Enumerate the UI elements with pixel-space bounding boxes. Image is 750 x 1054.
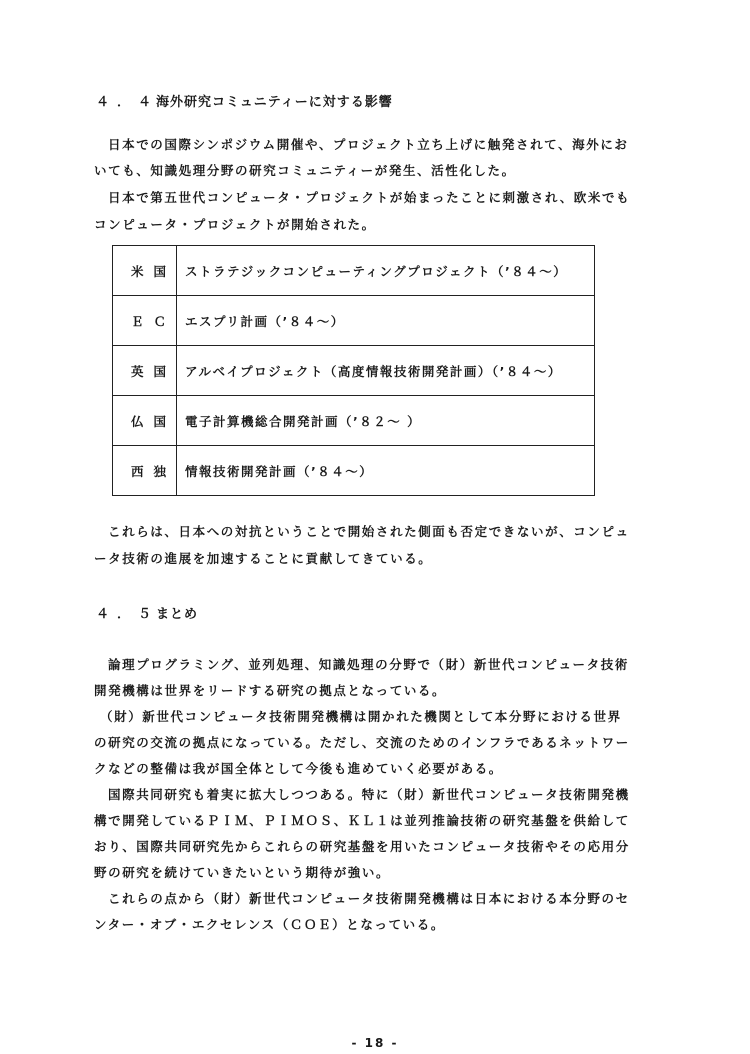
- project-cell: アルベイプロジェクト（高度情報技術開発計画）（’８４〜）: [177, 346, 595, 396]
- paragraph-line: の研究の交流の拠点になっている。ただし、交流のためのインフラであるネットワー: [94, 735, 630, 750]
- project-cell: ストラテジックコンピューティングプロジェクト（’８４〜）: [177, 246, 595, 296]
- paragraph-line: （財）新世代コンピュータ技術開発機構は開かれた機関として本分野における世界: [100, 709, 622, 724]
- page-number: - 18 -: [351, 1036, 399, 1050]
- country-cell: 米国: [113, 246, 177, 296]
- project-cell: 電子計算機総合開発計画（’８２〜 ）: [177, 396, 595, 446]
- paragraph-line: クなどの整備は我が国全体として今後も進めていく必要がある。: [94, 761, 503, 776]
- country-cell: 英国: [113, 346, 177, 396]
- country-cell: ＥＣ: [113, 296, 177, 346]
- section-4-4-number: ４．４: [96, 95, 160, 110]
- section-4-4-heading: [96, 91, 393, 110]
- table-row: [113, 446, 595, 496]
- section-4-5-heading: [96, 603, 198, 622]
- table-row: [113, 346, 595, 396]
- section-4-5-title: まとめ: [156, 607, 199, 622]
- country-cell: 仏国: [113, 396, 177, 446]
- section-4-4-title: 海外研究コミュニティーに対する影響: [156, 95, 393, 110]
- paragraph-line: 野の研究を続けていきたいという期待が強い。: [94, 865, 391, 880]
- paragraph-line: 開発機構は世界をリードする研究の拠点となっている。: [94, 683, 447, 698]
- paragraph-line: ータ技術の進展を加速することに貢献してきている。: [94, 551, 433, 566]
- paragraph-line: いても、知識処理分野の研究コミュニティーが発生、活性化した。: [94, 163, 516, 178]
- table-row: [113, 246, 595, 296]
- paragraph-line: これらは、日本への対抗ということで開始された側面も否定できないが、コンピュ: [108, 524, 630, 539]
- projects-table: [112, 245, 595, 496]
- paragraph-line: 論理プログラミング、並列処理、知識処理の分野で（財）新世代コンピュータ技術: [108, 657, 629, 672]
- country-cell: 西独: [113, 446, 177, 496]
- table-row: [113, 296, 595, 346]
- paragraph-line: 構で開発しているＰＩＭ、ＰＩＭＯＳ、ＫＬ１は並列推論技術の研究基盤を供給して: [94, 813, 630, 828]
- paragraph-line: 国際共同研究も着実に拡大しつつある。特に（財）新世代コンピュータ技術開発機: [108, 787, 630, 802]
- project-cell: 情報技術開発計画（’８４〜）: [177, 446, 595, 496]
- paragraph-line: 日本での国際シンポジウム開催や、プロジェクト立ち上げに触発されて、海外にお: [108, 137, 629, 152]
- paragraph-line: コンピュータ・プロジェクトが開始された。: [94, 217, 376, 232]
- paragraph-line: おり、国際共同研究先からこれらの研究基盤を用いたコンピュータ技術やその応用分: [94, 839, 630, 854]
- paragraph-line: ンター・オブ・エクセレンス（ＣＯＥ）となっている。: [94, 917, 445, 932]
- section-4-5-number: ４．５: [96, 607, 160, 622]
- paragraph-line: これらの点から（財）新世代コンピュータ技術開発機構は日本における本分野のセ: [108, 891, 630, 906]
- project-cell: エスプリ計画（’８４〜）: [177, 296, 595, 346]
- table-row: [113, 396, 595, 446]
- paragraph-line: 日本で第五世代コンピュータ・プロジェクトが始まったことに刺激され、欧米でも: [108, 190, 631, 205]
